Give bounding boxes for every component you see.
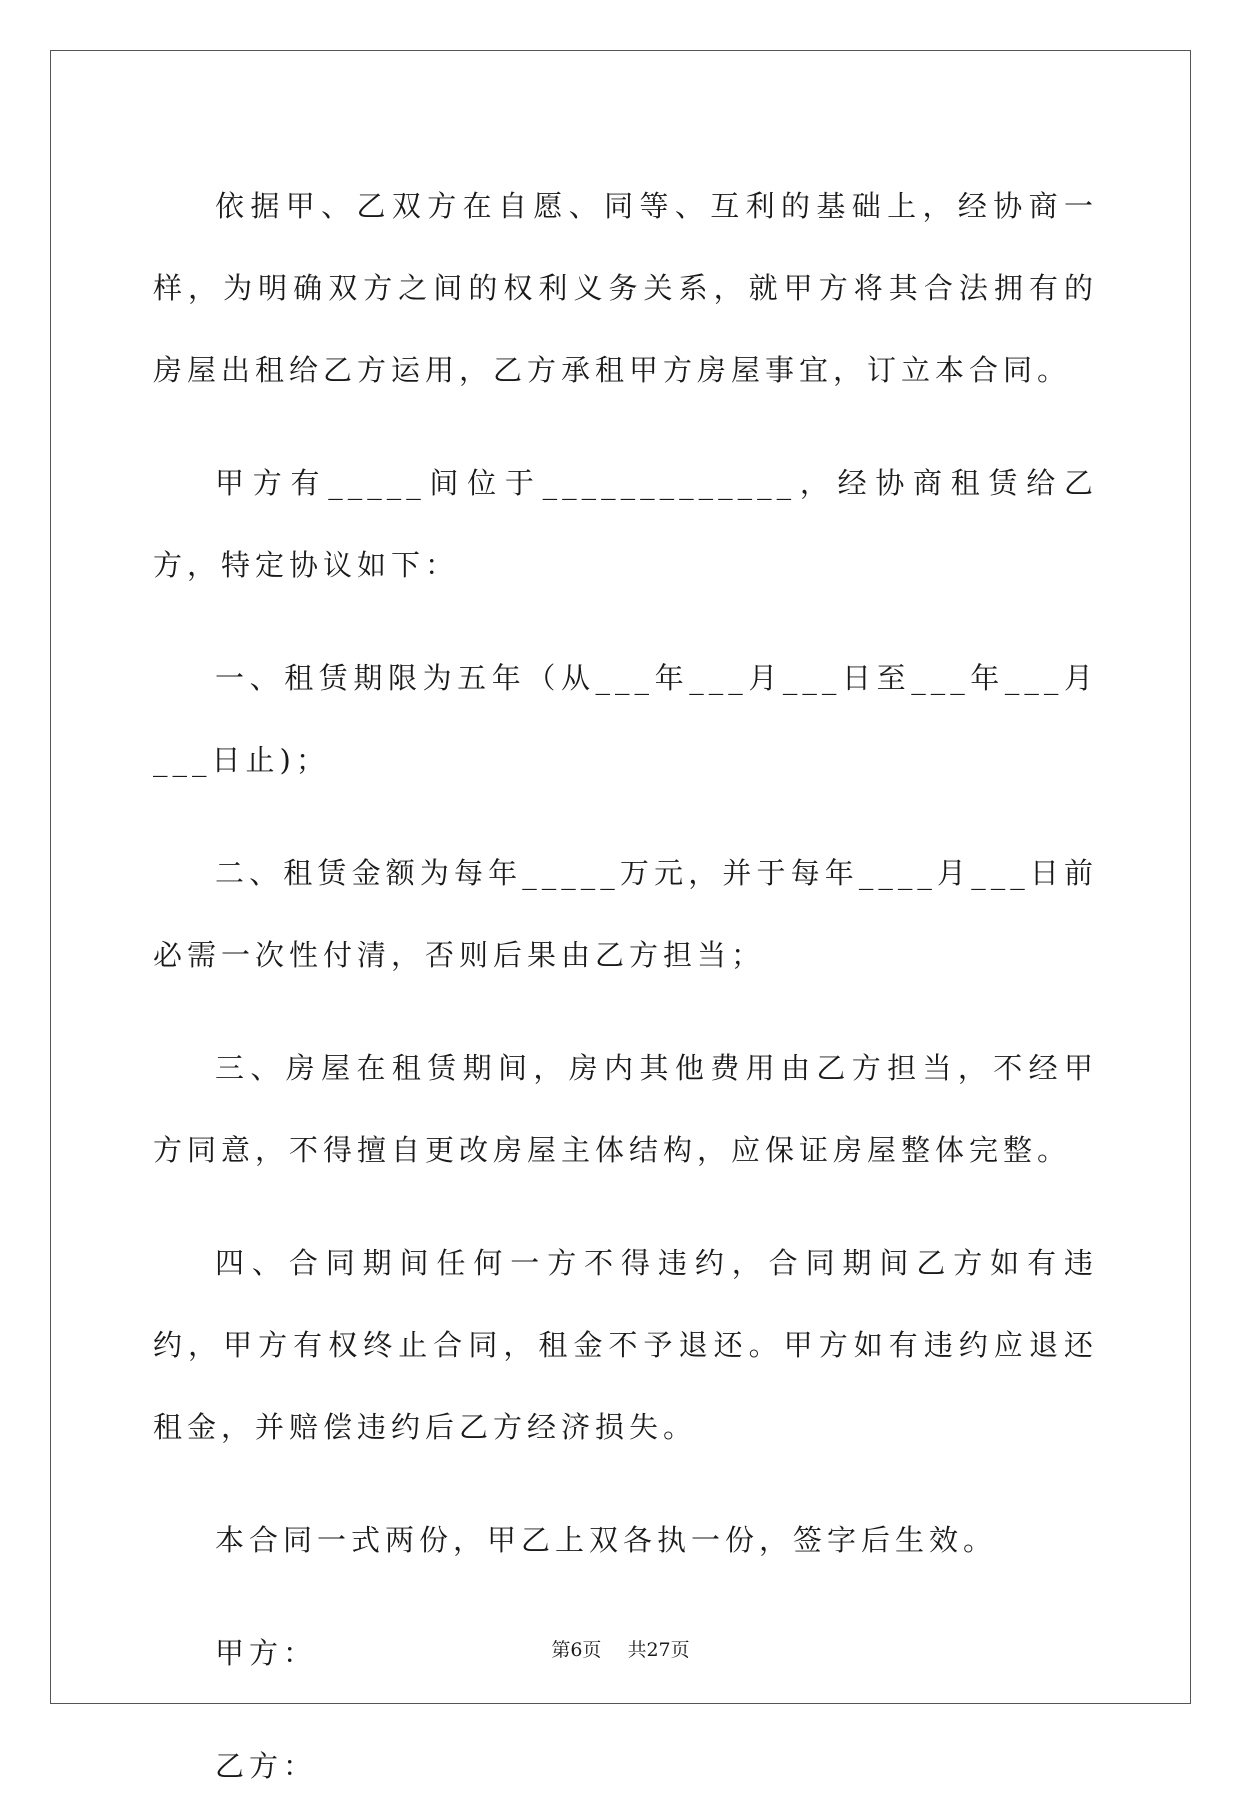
signature-party-a: 甲方：: [215, 1636, 318, 1670]
page-number: 第6页: [551, 1639, 602, 1661]
paragraph-clause-4: 四、合同期间任何一方不得违约，合同期间乙方如有违约，甲方有权终止合同，租金不予退还。甲方如有违约应退还租金，并赔偿违约后乙方经济损失。: [153, 1246, 1098, 1444]
paragraph-clause-2: 二、租赁金额为每年_____万元，并于每年____月___日前必需一次性付清，否则后果由乙方担当；: [153, 856, 1098, 972]
paragraph-property: 甲方有_____间位于_____________，经协商租赁给乙方，特定协议如下：: [153, 466, 1098, 582]
document-body: [153, 165, 1098, 1807]
signature-party-b: 乙方：: [215, 1749, 318, 1783]
page-total: 共27页: [627, 1639, 690, 1661]
paragraph-preamble: 依据甲、乙双方在自愿、同等、互利的基础上，经协商一样，为明确双方之间的权利义务关系，就甲方将其合法拥有的房屋出租给乙方运用，乙方承租甲方房屋事宜，订立本合同。: [153, 189, 1098, 387]
paragraph-clause-3: 三、房屋在租赁期间，房内其他费用由乙方担当，不经甲方同意，不得擅自更改房屋主体结构，应保证房屋整体完整。: [153, 1051, 1098, 1167]
paragraph-clause-1: 一、租赁期限为五年（从___年___月___日至___年___月___日止)；: [153, 661, 1098, 777]
paragraph-copies: 本合同一式两份，甲乙上双各执一份，签字后生效。: [215, 1523, 998, 1557]
page-footer: [0, 1635, 1241, 1662]
